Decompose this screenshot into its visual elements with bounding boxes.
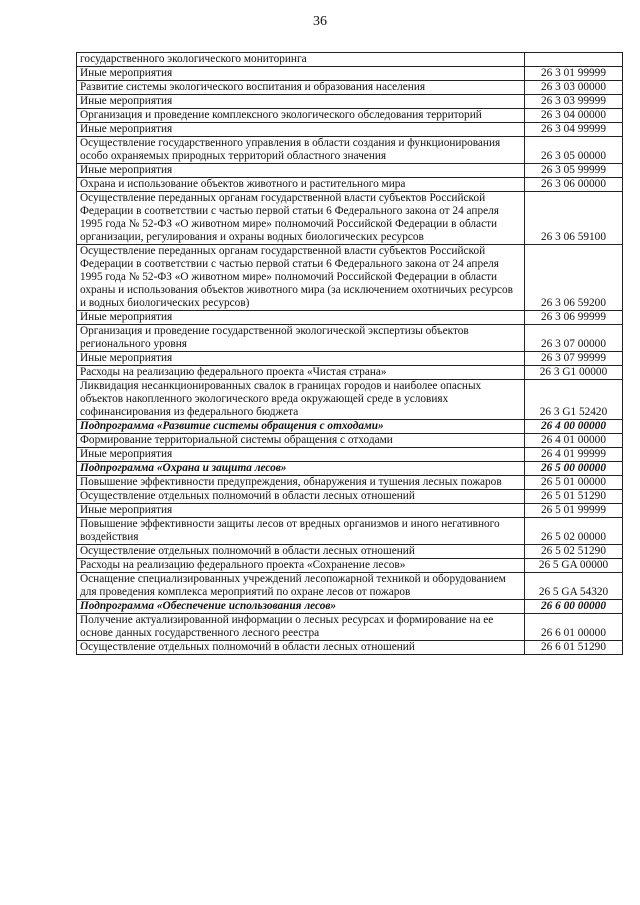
table-row — [77, 366, 623, 380]
table-row — [77, 67, 623, 81]
table-row — [77, 164, 623, 178]
table-row — [77, 448, 623, 462]
row-name-cell: Подпрограмма «Охрана и защита лесов» — [77, 462, 525, 476]
row-name-cell: Иные мероприятия — [77, 311, 525, 325]
row-code-cell: 26 3 04 00000 — [525, 109, 623, 123]
row-code-cell: 26 5 01 00000 — [525, 476, 623, 490]
row-code-cell: 26 5 02 00000 — [525, 518, 623, 545]
table-row — [77, 641, 623, 655]
row-code-cell: 26 3 06 59100 — [525, 192, 623, 245]
row-name-cell: Осуществление отдельных полномочий в области лесных отношений — [77, 641, 525, 655]
row-code-cell — [525, 53, 623, 67]
table-row — [77, 559, 623, 573]
table-row — [77, 123, 623, 137]
row-code-cell: 26 3 01 99999 — [525, 67, 623, 81]
table-row — [77, 109, 623, 123]
row-code-cell: 26 3 03 99999 — [525, 95, 623, 109]
table-row — [77, 81, 623, 95]
row-code-cell: 26 5 01 51290 — [525, 490, 623, 504]
row-code-cell: 26 5 GA 54320 — [525, 573, 623, 600]
row-code-cell: 26 3 05 00000 — [525, 137, 623, 164]
row-name-cell: Развитие системы экологического воспитания и образования населения — [77, 81, 525, 95]
table-row — [77, 573, 623, 600]
row-code-cell: 26 3 G1 00000 — [525, 366, 623, 380]
table-row — [77, 352, 623, 366]
row-code-cell: 26 3 06 00000 — [525, 178, 623, 192]
row-code-cell: 26 3 07 00000 — [525, 325, 623, 352]
row-code-cell: 26 5 01 99999 — [525, 504, 623, 518]
row-code-cell: 26 4 00 00000 — [525, 420, 623, 434]
table-row — [77, 325, 623, 352]
row-name-cell: Осуществление государственного управления в области создания и функционирования особо охраняемых природных территорий областного значения — [77, 137, 525, 164]
row-code-cell: 26 6 00 00000 — [525, 600, 623, 614]
table-row — [77, 245, 623, 311]
row-name-cell: Иные мероприятия — [77, 95, 525, 109]
row-name-cell: Ликвидация несанкционированных свалок в границах городов и наиболее опасных объектов накопленного экологического вреда окружающей среде в условиях софинансирования из федерального бюджета — [77, 380, 525, 420]
row-code-cell: 26 6 01 51290 — [525, 641, 623, 655]
row-name-cell: Иные мероприятия — [77, 352, 525, 366]
row-code-cell: 26 5 GA 00000 — [525, 559, 623, 573]
table-row — [77, 137, 623, 164]
row-code-cell: 26 3 06 59200 — [525, 245, 623, 311]
row-name-cell: Осуществление отдельных полномочий в области лесных отношений — [77, 490, 525, 504]
table-row — [77, 192, 623, 245]
table-row — [77, 545, 623, 559]
row-name-cell: Осуществление переданных органам государственной власти субъектов Российской Федерации в соответствии с частью первой статьи 6 Федерального закона от 24 апреля 1995 года № 52-ФЗ «О животном мире» полномочий Российской Федерации в области организации, регулирования и охраны водных биологических ресурсов — [77, 192, 525, 245]
subprogram-row — [77, 600, 623, 614]
row-name-cell: Иные мероприятия — [77, 164, 525, 178]
page-number: 36 — [313, 14, 327, 29]
subprogram-row — [77, 462, 623, 476]
table-row — [77, 53, 623, 67]
row-name-cell: Формирование территориальной системы обращения с отходами — [77, 434, 525, 448]
row-code-cell: 26 3 05 99999 — [525, 164, 623, 178]
table-row — [77, 434, 623, 448]
row-code-cell: 26 3 07 99999 — [525, 352, 623, 366]
row-name-cell: Расходы на реализацию федерального проекта «Сохранение лесов» — [77, 559, 525, 573]
row-code-cell: 26 3 G1 52420 — [525, 380, 623, 420]
row-name-cell: Иные мероприятия — [77, 504, 525, 518]
row-name-cell: Иные мероприятия — [77, 67, 525, 81]
row-name-cell: Подпрограмма «Обеспечение использования лесов» — [77, 600, 525, 614]
row-code-cell: 26 6 01 00000 — [525, 614, 623, 641]
table-row — [77, 476, 623, 490]
table-row — [77, 504, 623, 518]
subprogram-row — [77, 420, 623, 434]
row-name-cell: Организация и проведение государственной экологической экспертизы объектов регионального уровня — [77, 325, 525, 352]
row-name-cell: Иные мероприятия — [77, 448, 525, 462]
table-row — [77, 614, 623, 641]
row-name-cell: Расходы на реализацию федерального проекта «Чистая страна» — [77, 366, 525, 380]
table-body — [77, 53, 623, 655]
row-name-cell: государственного экологического мониторинга — [77, 53, 525, 67]
row-name-cell: Повышение эффективности предупреждения, обнаружения и тушения лесных пожаров — [77, 476, 525, 490]
row-name-cell: Организация и проведение комплексного экологического обследования территорий — [77, 109, 525, 123]
row-name-cell: Повышение эффективности защиты лесов от вредных организмов и иного негативного воздействия — [77, 518, 525, 545]
row-name-cell: Оснащение специализированных учреждений лесопожарной техникой и оборудованием для проведения комплекса мероприятий по охране лесов от пожаров — [77, 573, 525, 600]
row-name-cell: Осуществление переданных органам государственной власти субъектов Российской Федерации в соответствии с частью первой статьи 6 Федерального закона от 24 апреля 1995 года № 52-ФЗ «О животном мире» полномочий Российской Федерации в области охраны и использования объектов животного мира (за исключением охотничьих ресурсов и водных биологических ресурсов) — [77, 245, 525, 311]
row-code-cell: 26 4 01 99999 — [525, 448, 623, 462]
table-row — [77, 380, 623, 420]
row-name-cell: Иные мероприятия — [77, 123, 525, 137]
row-name-cell: Получение актуализированной информации о лесных ресурсах и формирование на ее основе данных государственного лесного реестра — [77, 614, 525, 641]
row-name-cell: Охрана и использование объектов животного и растительного мира — [77, 178, 525, 192]
row-code-cell: 26 3 04 99999 — [525, 123, 623, 137]
table-row — [77, 311, 623, 325]
table-row — [77, 518, 623, 545]
row-code-cell: 26 5 00 00000 — [525, 462, 623, 476]
row-code-cell: 26 4 01 00000 — [525, 434, 623, 448]
row-name-cell: Подпрограмма «Развитие системы обращения с отходами» — [77, 420, 525, 434]
table-row — [77, 95, 623, 109]
budget-classification-table — [76, 52, 623, 655]
row-code-cell: 26 3 03 00000 — [525, 81, 623, 95]
row-name-cell: Осуществление отдельных полномочий в области лесных отношений — [77, 545, 525, 559]
row-code-cell: 26 3 06 99999 — [525, 311, 623, 325]
row-code-cell: 26 5 02 51290 — [525, 545, 623, 559]
table-row — [77, 490, 623, 504]
table-row — [77, 178, 623, 192]
